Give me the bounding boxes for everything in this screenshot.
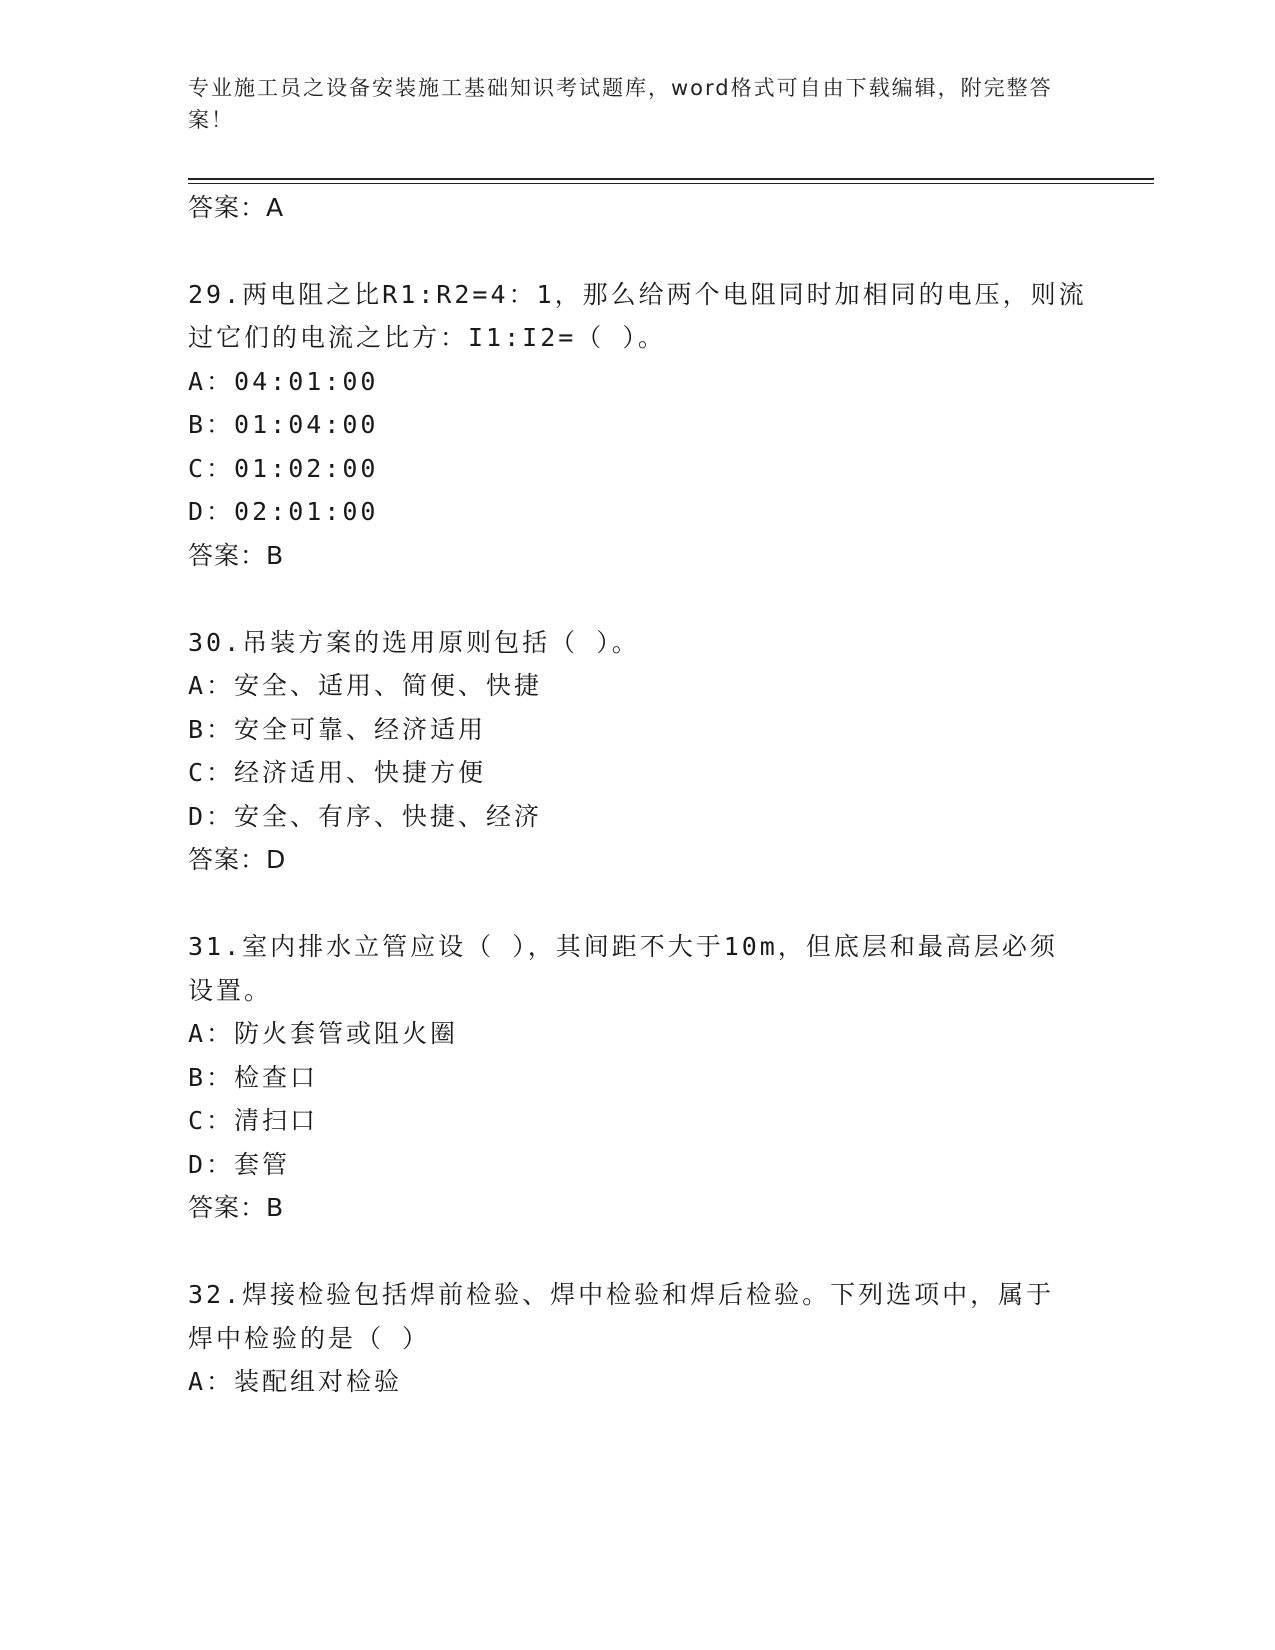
question-29-option-c: C：01:02:00: [188, 454, 379, 483]
question-31-option-b: B：检查口: [188, 1063, 319, 1092]
question-31-option-d: D：套管: [188, 1150, 291, 1179]
answer-30: 答案：D: [188, 845, 287, 874]
answer-29: 答案：B: [188, 541, 285, 570]
question-31-option-a: A：防火套管或阻火圈: [188, 1019, 459, 1048]
answer-31: 答案：B: [188, 1193, 285, 1222]
question-29-text-cont: 过它们的电流之比方：I1:I2=（ ）。: [188, 323, 666, 352]
question-30-option-a: A：安全、适用、简便、快捷: [188, 671, 543, 700]
question-31-option-c: C：清扫口: [188, 1106, 319, 1135]
question-30-text: 30.吊装方案的选用原则包括（ ）。: [188, 628, 640, 657]
question-29-option-b: B：01:04:00: [188, 410, 379, 439]
question-29-text: 29.两电阻之比R1:R2=4：1，那么给两个电阻同时加相同的电压，则流: [188, 280, 1087, 309]
question-29-option-a: A：04:01:00: [188, 367, 379, 396]
question-31-text-cont: 设置。: [188, 976, 273, 1005]
header-divider-thin: [188, 183, 1154, 184]
question-32-option-a: A：装配组对检验: [188, 1367, 403, 1396]
question-30-option-c: C：经济适用、快捷方便: [188, 758, 487, 787]
page-header: 专业施工员之设备安装施工基础知识考试题库，word格式可自由下载编辑，附完整答案！: [188, 76, 1053, 132]
answer-28: 答案：A: [188, 193, 285, 222]
header-divider: [188, 178, 1154, 180]
question-32-text-cont: 焊中检验的是（ ）: [188, 1324, 431, 1353]
question-31-text: 31.室内排水立管应设（ ），其间距不大于10m，但底层和最高层必须: [188, 932, 1058, 961]
question-29-option-d: D：02:01:00: [188, 497, 379, 526]
question-32-text: 32.焊接检验包括焊前检验、焊中检验和焊后检验。下列选项中，属于: [188, 1280, 1055, 1309]
question-30-option-b: B：安全可靠、经济适用: [188, 715, 487, 744]
question-30-option-d: D：安全、有序、快捷、经济: [188, 802, 543, 831]
